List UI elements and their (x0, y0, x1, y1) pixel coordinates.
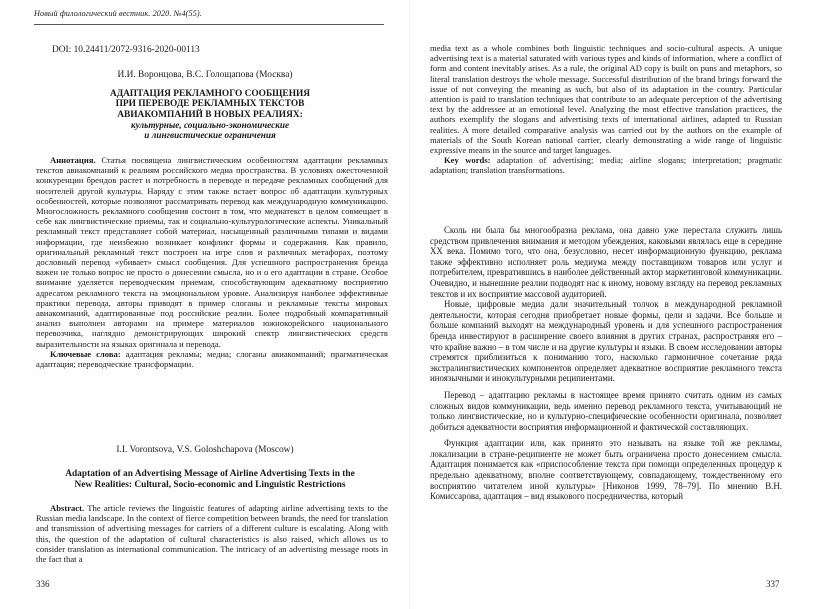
body-paragraph: Новые, цифровые медиа дали значительный толчок в международной рекламной деятельности, которая сегодня приобретает новые формы, цели и задачи. Все больше и больше компаний выходят на международный уровень и для успешного распространения бренда инвестируют в расширение своего влияния в других странах, распространяя его – что крайне важно – в том числе и на другие культуры и языки. В своем исследовании авторы стремятся приблизиться к пониманию того, насколько гармоничное сочетание ряда экстралингвистических компонентов определяет адекватное восприятие рекламного текста иноязычными и инокультурными реципиентами. (430, 299, 782, 384)
title-ru-line: АДАПТАЦИЯ РЕКЛАМНОГО СООБЩЕНИЯ (109, 89, 311, 99)
abstract-ru-paragraph (36, 155, 388, 349)
body-paragraph: Сколь ни была бы многообразна реклама, она давно уже перестала служить лишь средством привлечения внимания и методом убеждения, каковыми являлась еще в середине XX века. Помимо того, что она, безусловно, несет информационную функцию, реклама также эффективно исполняет роль медиума между поставщиком товаров или услуг и потребителем, превратившись в наиболее действенный актор маркетинговой коммуникации. Очевидно, и нынешние реалии подводят нас к иному, новому взгляду на перевод рекламных текстов и их восприятие массовой аудиторией. (430, 225, 782, 299)
title-ru-line: АВИАКОМПАНИЙ В НОВЫХ РЕАЛИЯХ: (117, 109, 303, 120)
subtitle-ru-line: культурные, социально-экономические (130, 120, 290, 130)
article-title-ru (40, 89, 380, 120)
keywords-en-paragraph (430, 155, 782, 175)
abstract-en (36, 503, 388, 564)
article-subtitle-ru (40, 120, 380, 141)
abstract-ru-text: Статья посвящена лингвистическим особенностям адаптации рекламных текстов авиакомпаний к реалиям российского медиа пространства. В условиях ожесточенной конкуренции брендов растет и потребность в переводе и передаче рекламных сообщений для носителей другой культуры. Наряду с этим также встает вопрос об адаптации культурных особенностей, которые позволяют рассматривать перевод как международную коммуникацию. Многосложность рекламного сообщения состоит в том, что медиатекст в целом совмещает в себе как лингвистические приемы, так и социально-культурологические аспекты. Уникальный рекламный текст представляет собой материал, насыщенный различными типами и видами информации, где неизбежно возникает конфликт формы и содержания. Как правило, оригинальный рекламный текст построен на игре слов и различных метафорах, поэтому дословный перевод «убивает» смысл сообщения. Для успешного распространения бренда важен не только вопрос не просто о донесении смысла, но и о его адаптации в стране. Особое внимание уделяется переводческим приемам, способствующим адекватному восприятию адресатом рекламного текста на эмоциональном уровне. Анализируя наиболее эффективные практики перевода, авторы приводят в пример слоганы и рекламные тексты мировых авиакомпаний, адаптированные под российские реалии. Более подробный компаративный анализ выполнен авторами на примере материалов южнокорейского национального перевозчика, наглядно демонстрирующих широкий спектр лингвистических средств выразительности на языках оригинала и перевода. (36, 155, 388, 349)
journal-header: Новый филологический вестник. 2020. №4(55). (34, 9, 202, 18)
authors-ru: И.И. Воронцова, В.С. Голощапова (Москва) (117, 70, 293, 80)
doi[interactable]: DOI: 10.24411/2072-9316-2020-00113 (52, 45, 200, 55)
abstract-en-continued (430, 43, 782, 176)
article-body (430, 225, 782, 502)
title-ru-line: ПРИ ПЕРЕВОДЕ РЕКЛАМНЫХ ТЕКСТОВ (115, 99, 305, 110)
article-title-en (40, 469, 380, 491)
subtitle-ru-line: и лингвистические ограничения (144, 130, 276, 141)
body-paragraph: Перевод – адаптацию рекламы в настоящее время принято считать одним из самых сложных видов коммуникации, ведь именно перевод рекламного текста, учитывающий не только лингвистические, но и культурно-специфические особенности оригинала, позволяет добиться адекватности восприятия информационной и фактической составляющих. (430, 389, 782, 432)
title-en-line: New Realities: Cultural, Socio-economic and Linguistic Restrictions (74, 480, 346, 490)
right-page (410, 0, 820, 609)
body-paragraph: Функция адаптации или, как принято это называть на языке той же рекламы, локализации в стране-реципиенте не может быть ограничена просто донесением смысла. Адаптация понимается как «приспособление текста при помощи определенных процедур к предельно адекватному, вполне соответствующему, совпадающему, тождественному его восприятию читателем иной культуры» [Никонов 1999, 78–79]. По мнению В.Н. Комиссарова, адаптация – вид языкового посредничества, который (430, 438, 782, 502)
title-en-line: Adaptation of an Advertising Message of Airline Advertising Texts in the (65, 469, 355, 479)
page-number-left: 336 (36, 579, 50, 589)
abstract-ru (36, 155, 388, 369)
abstract-en-label: Abstract. (50, 503, 85, 513)
abstract-en-paragraph (36, 503, 388, 564)
abstract-en-text: The article reviews the linguistic features of adapting airline advertising texts to the Russian media landscape. In the context of fierce competition between brands, the need for translation and transmission of advertising messages for carriers of a different culture is escalating. Along with this, the question of the adaptation of cultural characteristics is also raised, which allows us to consider translation as international communication. The intricacy of an advertising message roots in the fact that a (36, 503, 388, 565)
keywords-en-text: adaptation of advertising; media; airline slogans; interpretation; pragmatic adaptation; translation transformations. (430, 155, 783, 176)
keywords-ru-text: адаптация рекламы; медиа; слоганы авиакомпаний; прагматическая адаптация; переводческие трансформации. (36, 348, 388, 370)
keywords-ru-paragraph (36, 349, 388, 369)
abstract-ru-label: Аннотация. (50, 155, 96, 165)
header-rule (34, 24, 384, 25)
abstract-en-cont: media text as a whole combines both linguistic techniques and socio-cultural aspects. A unique advertising text is a material saturated with various types and kinds of information, where a conflict of form and content inevitably arises. As a rule, the original AD copy is built on puns and metaphors, so literal translation destroys the whole message. Successful distribution of the brand brings forward the issue of not conveying the meaning as such, but also of its adaptation in the country. Particular attention is paid to translation techniques that contribute to an adequate perception of the advertising text by the addressee at an emotional level. Analyzing the most effective translation practices, the authors exemplify the slogans and advertising texts of international airlines, adapted to Russian realities. A more detailed comparative analysis was carried out by the authors on the example of materials of the South Korean national carrier, clearly demonstrating a wide range of linguistic expressive means in the source and target languages. (430, 43, 783, 156)
page-number-right: 337 (766, 579, 780, 589)
keywords-ru-label: Ключевые слова: (50, 348, 121, 359)
keywords-en-label: Key words: (444, 155, 491, 166)
authors-en: I.I. Vorontsova, V.S. Goloshchapova (Moscow) (116, 445, 294, 455)
